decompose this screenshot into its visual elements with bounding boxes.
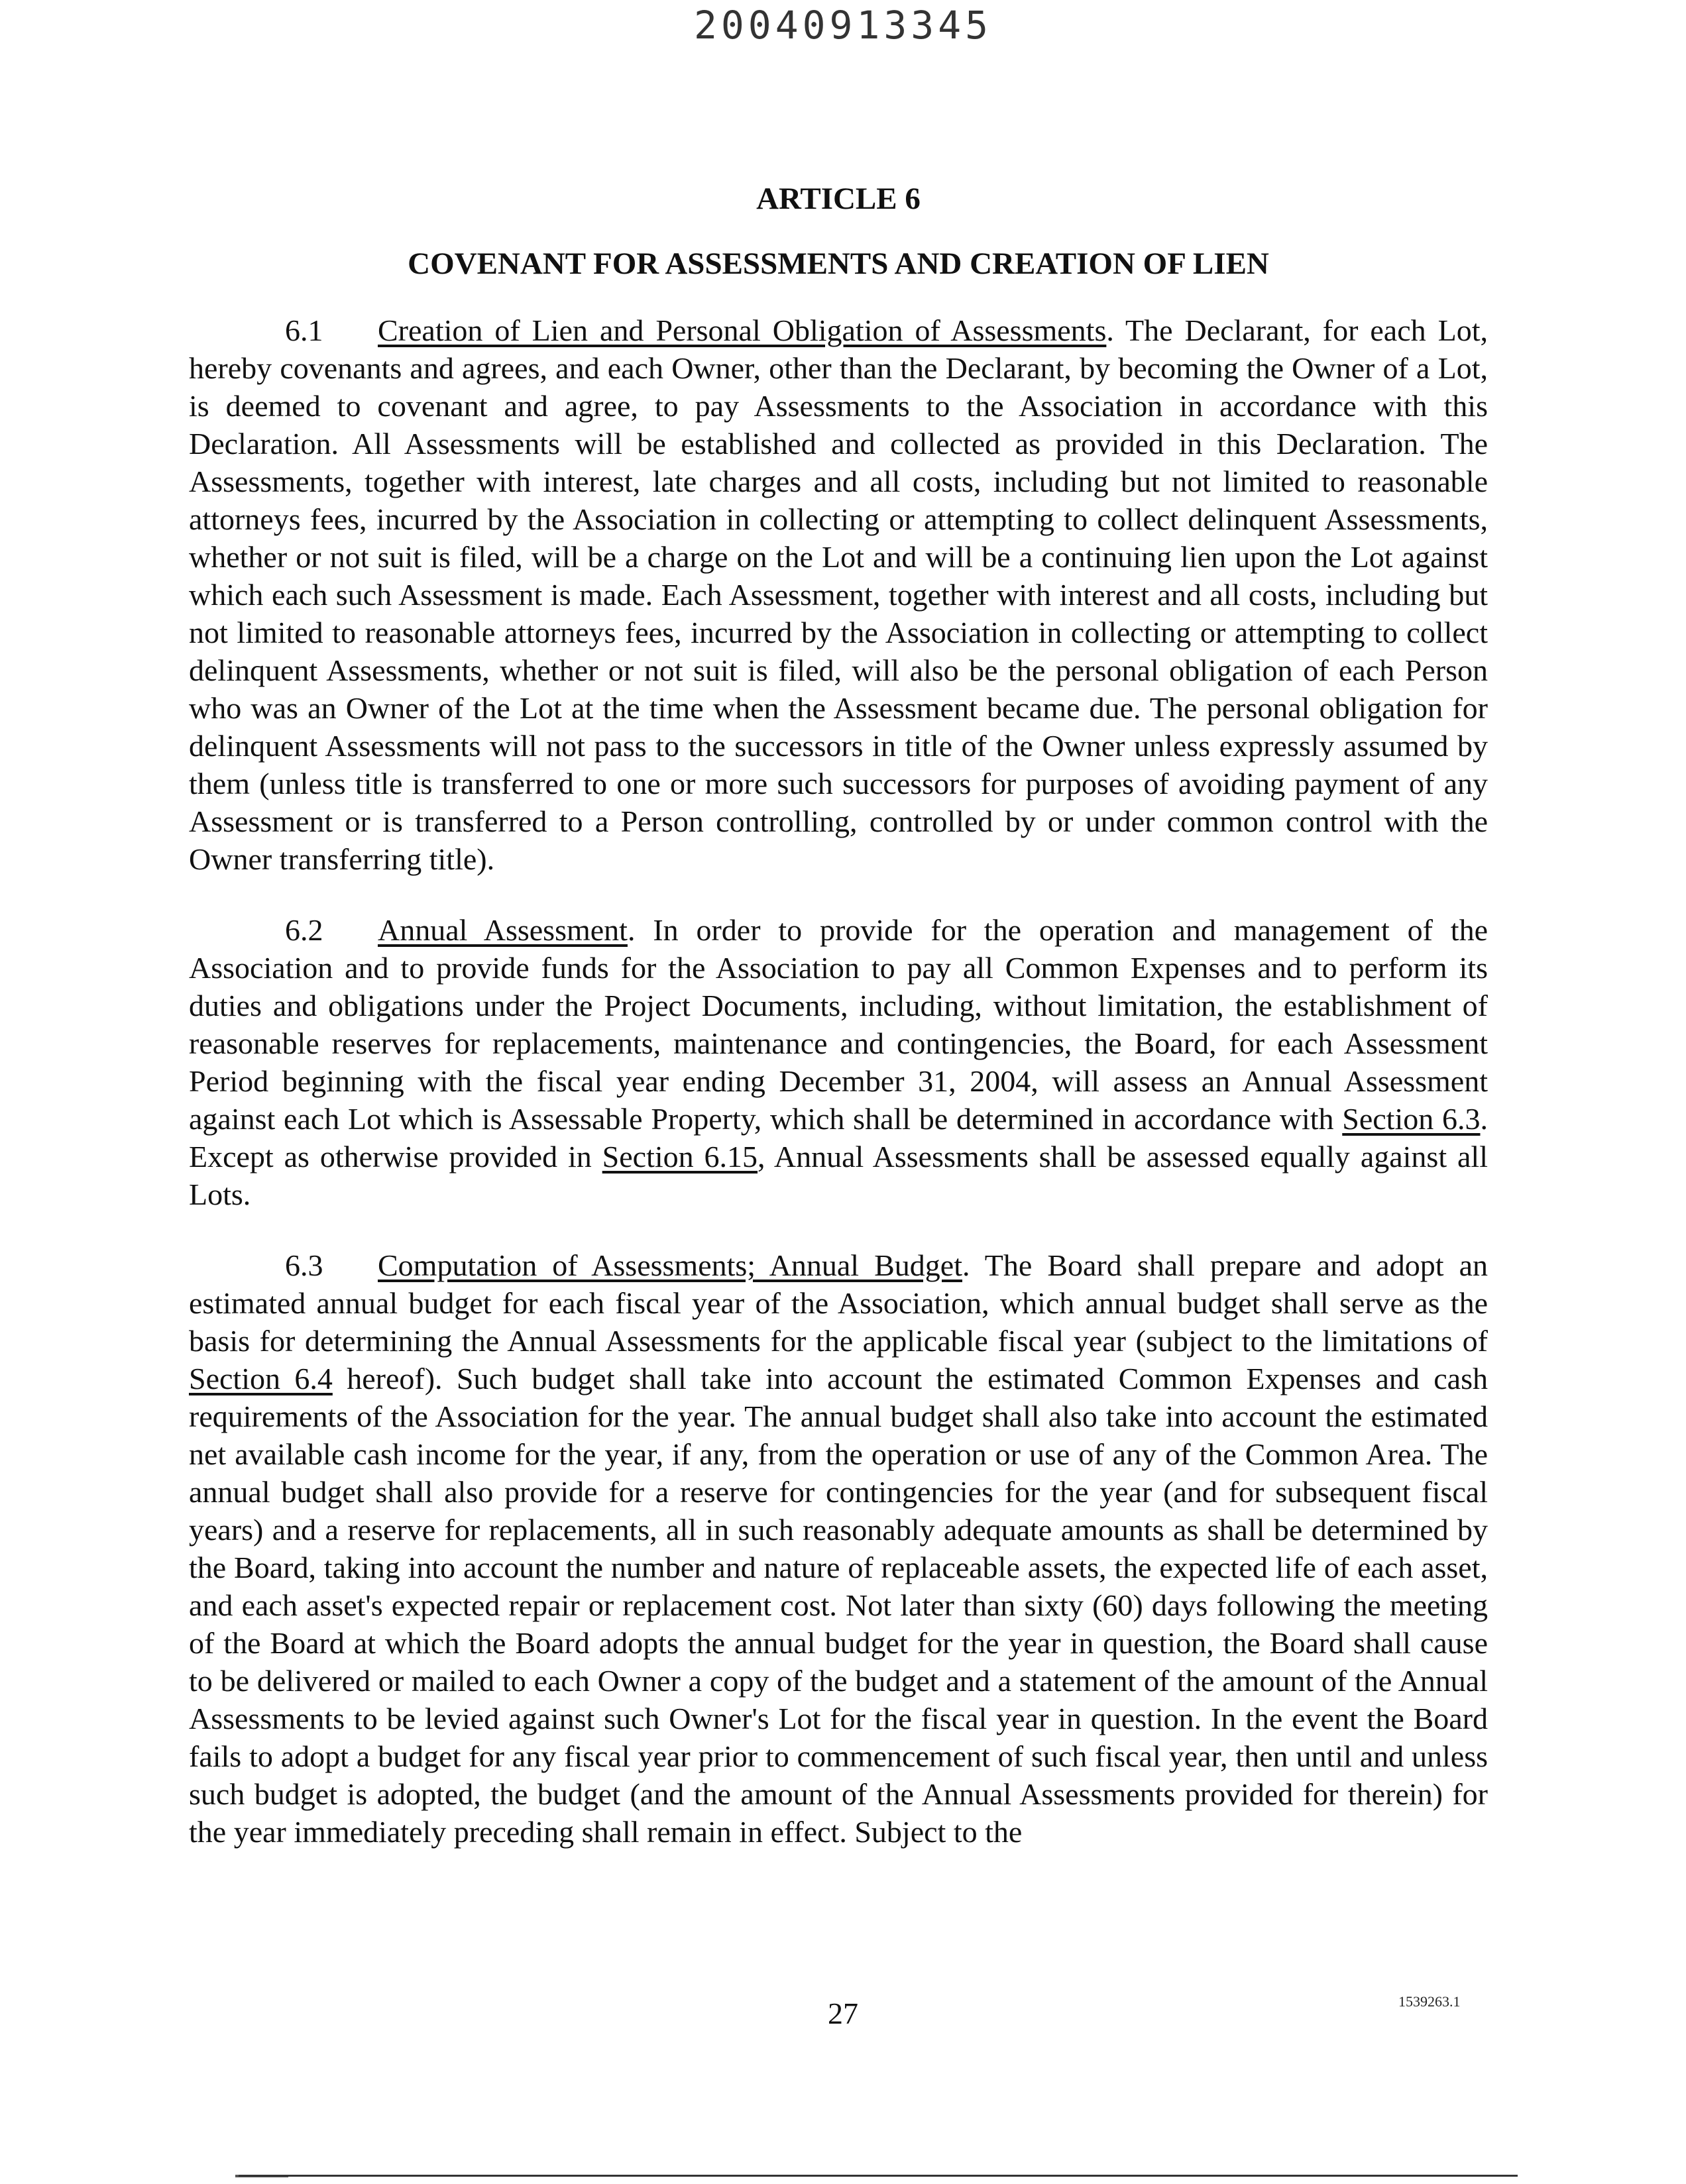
section-6-2: 6.2 Annual Assessment. In order to provide for the operation and management of the Association and to provide funds for the Association to pay all Common Expenses and to perform its duties and obligations under the Project Documents, including, without limitation, the establishment of reasonable reserves for replacements, maintenance and contingencies, the Board, for each Assessment Period beginning with the fiscal year ending December 31, 2004, will assess an Annual Assessment against each Lot which is Assessable Property, which shall be determined in accordance with Section 6.3. Except as otherwise provided in Section 6.15, Annual Assessments shall be assessed equally against all Lots. [189, 911, 1488, 1213]
section-text: . Except as otherwise provided in [189, 1102, 1488, 1174]
article-subtitle: COVENANT FOR ASSESSMENTS AND CREATION OF LIEN [408, 246, 1269, 281]
cross-reference-link[interactable]: Section 6.4 [189, 1362, 333, 1395]
section-text: In order to provide for the operation and management of the Association and to provide funds for the Association to pay all Common Expenses and to perform its duties and obligations under the Project Documents, including, without limitation, the establishment of reasonable reserves for replacements, maintenance and contingencies, the Board, for each Assessment Period beginning with the fiscal year ending December 31, 2004, will assess an Annual Assessment against each Lot which is Assessable Property, which shall be determined in accordance with [189, 913, 1488, 1136]
document-body [189, 179, 1488, 1884]
section-number: 6.2 [285, 913, 323, 947]
bottom-rule [239, 2175, 1518, 2177]
section-text: hereof). Such budget shall take into account the estimated Common Expenses and cash requirements of the Association for the year. The annual budget shall also take into account the estimated net available cash income for the year, if any, from the operation or use of any of the Common Area. The annual budget shall also provide for a reserve for contingencies for the year (and for subsequent fiscal years) and a reserve for replacements, all in such reasonably adequate amounts as shall be determined by the Board, taking into account the number and nature of replaceable assets, the expected life of each asset, and each asset's expected repair or replacement cost. Not later than sixty (60) days following the meeting of the Board at which the Board adopts the annual budget for the year in question, the Board shall cause to be delivered or mailed to each Owner a copy of the budget and a statement of the amount of the Annual Assessments to be levied against such Owner's Lot for the fiscal year in question. In the event the Board fails to adopt a budget for any fiscal year prior to commencement of such fiscal year, then until and unless such budget is adopted, the budget (and the amount of the Annual Assessments provided for therein) for the year immediately preceding shall remain in effect. Subject to the [189, 1362, 1489, 1849]
section-6-1: 6.1 Creation of Lien and Personal Obligation of Assessments. The Declarant, for each Lot, hereby covenants and agrees, and each Owner, other than the Declarant, by becoming the Owner of a Lot, is deemed to covenant and agree, to pay Assessments to the Association in accordance with this Declaration. All Assessments will be established and collected as provided in this Declaration. The Assessments, together with interest, late charges and all costs, including but not limited to reasonable attorneys fees, incurred by the Association in collecting or attempting to collect delinquent Assessments, whether or not suit is filed, will be a charge on the Lot and will be a continuing lien upon the Lot against which each such Assessment is made. Each Assessment, together with interest and all costs, including but not limited to reasonable attorneys fees, incurred by the Association in collecting or attempting to collect delinquent Assessments, whether or not suit is filed, will also be the personal obligation of each Person who was an Owner of the Lot at the time when the Assessment became due. The personal obligation for delinquent Assessments will not pass to the successors in title of the Owner unless expressly assumed by them (unless title is transferred to one or more such successors for purposes of avoiding payment of any Assessment or is transferred to a Person controlling, controlled by or under common control with the Owner transferring title). [189, 311, 1488, 878]
article-title: ARTICLE 6 [756, 182, 921, 216]
section-heading: Annual Assessment [378, 913, 628, 947]
section-number: 6.3 [285, 1248, 323, 1282]
section-text: The Board shall prepare and adopt an estimated annual budget for each fiscal year of the Association, which annual budget shall serve as the basis for determining the Annual Assessments for the applicable fiscal year (subject to the limitations of [189, 1248, 1488, 1358]
section-6-3: 6.3 Computation of Assessments; Annual Budget. The Board shall prepare and adopt an estimated annual budget for each fiscal year of the Association, which annual budget shall serve as the basis for determining the Annual Assessments for the applicable fiscal year (subject to the limitations of Section 6.4 hereof). Such budget shall take into account the estimated Common Expenses and cash requirements of the Association for the year. The annual budget shall also take into account the estimated net available cash income for the year, if any, from the operation or use of any of the Common Area. The annual budget shall also provide for a reserve for contingencies for the year (and for subsequent fiscal years) and a reserve for replacements, all in such reasonably adequate amounts as shall be determined by the Board, taking into account the number and nature of replaceable assets, the expected life of each asset, and each asset's expected repair or replacement cost. Not later than sixty (60) days following the meeting of the Board at which the Board adopts the annual budget for the year in question, the Board shall cause to be delivered or mailed to each Owner a copy of the budget and a statement of the amount of the Annual Assessments to be levied against such Owner's Lot for the fiscal year in question. In the event the Board fails to adopt a budget for any fiscal year prior to commencement of such fiscal year, then until and unless such budget is adopted, the budget (and the amount of the Annual Assessments provided for therein) for the year immediately preceding shall remain in effect. Subject to the [189, 1246, 1488, 1851]
section-heading: Computation of Assessments; Annual Budget [378, 1248, 962, 1282]
section-text: , Annual Assessments shall be assessed equally against all Lots. [189, 1140, 1488, 1211]
section-number: 6.1 [285, 313, 323, 347]
section-heading: Creation of Lien and Personal Obligation of Assessments [378, 313, 1107, 347]
page-number: 27 [828, 1996, 858, 2030]
cross-reference-link[interactable]: Section 6.15 [602, 1140, 758, 1174]
document-id: 1539263.1 [1398, 1993, 1461, 2010]
recording-number: 20040913345 [693, 3, 993, 48]
section-text: The Declarant, for each Lot, hereby covenants and agrees, and each Owner, other than the Declarant, by becoming the Owner of a Lot, is deemed to covenant and agree, to pay Assessments to the Association in accordance with this Declaration. All Assessments will be established and collected as provided in this Declaration. The Assessments, together with interest, late charges and all costs, including but not limited to reasonable attorneys fees, incurred by the Association in collecting or attempting to collect delinquent Assessments, whether or not suit is filed, will be a charge on the Lot and will be a continuing lien upon the Lot against which each such Assessment is made. Each Assessment, together with interest and all costs, including but not limited to reasonable attorneys fees, incurred by the Association in collecting or attempting to collect delinquent Assessments, whether or not suit is filed, will also be the personal obligation of each Person who was an Owner of the Lot at the time when the Assessment became due. The personal obligation for delinquent Assessments will not pass to the successors in title of the Owner unless expressly assumed by them (unless title is transferred to one or more such successors for purposes of avoiding payment of any Assessment or is transferred to a Person controlling, controlled by or under common control with the Owner transferring title). [189, 313, 1488, 876]
cross-reference-link[interactable]: Section 6.3 [1342, 1102, 1481, 1136]
